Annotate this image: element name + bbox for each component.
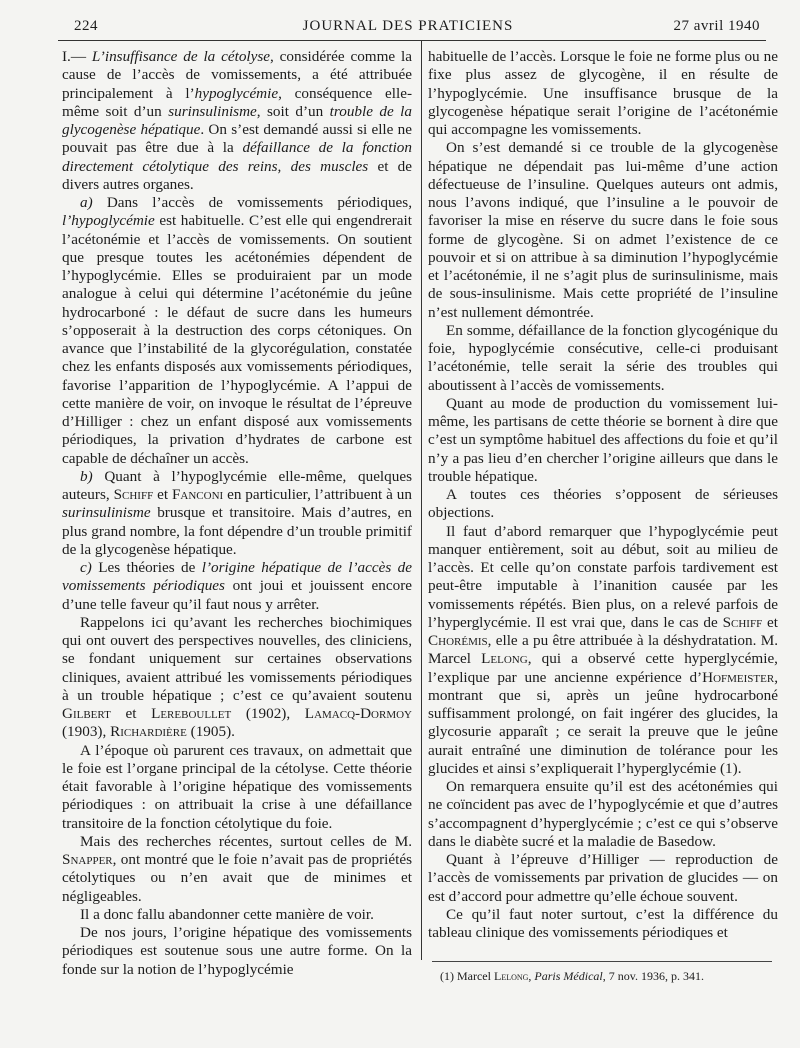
paragraph-p2: a) Dans l’accès de vomissements périodiques, l’hypoglycémie est habituelle. C’est elle qui engendrerait l’acétonémie et l’accès de vomissements. On soutient que presque toutes les acétonémies dépendent de l’hypoglycémie. Elles se produiraient par un mode analogue à celui qui détermine l’acétonémie du jeûne hydrocarboné : le défaut de sucre dans les humeurs s’opposerait à la destruction des corps cétoniques. On avance que l’instabilité de la glycorégulation, constatée chez les enfants disposés aux vomissements périodiques, favorise l’apparition de l’hypoglycémie. A l’appui de cette manière de voir, on invoque le résultat de l’épreuve d’Hilliger : chez un enfant disposé aux vomissements périodiques, la privation d’hydrates de carbone est capable de déchaîner un accès. bbox=[62, 194, 412, 467]
issue-date: 27 avril 1940 bbox=[673, 18, 760, 34]
paragraph-q2: On s’est demandé si ce trouble de la glycogenèse hépatique ne dépendait pas lui-même d’une action défectueuse de l’insuline. Quelques auteurs ont admis, nous l’avons indiqué, que l’insuline a le pouvoir de favoriser la mise en réserve du sucre dans le foie sous forme de glycogène. Si on admet l’existence de ce pouvoir et si on attribue à sa diminution l’hypoglycémie et l’acétonémie, il ne s’agit plus de surinsulinisme, mais de sous-insulinisme. Mais cette propriété de l’insuline n’est nullement démontrée. bbox=[428, 139, 778, 321]
header-rule bbox=[58, 40, 766, 41]
paragraph-p4: c) Les théories de l’origine hépatique de l’accès de vomissements périodiques ont joui et jouissent encore d’une telle faveur qu’il faut nous y arrêter. bbox=[62, 559, 412, 613]
paragraph-p3: b) Quant à l’hypoglycémie elle-même, quelques auteurs, Schiff et Fanconi en particulier, l’attribuent à un surinsulinisme brusque et transitoire. Mais d’autres, en plus grand nombre, la font dépendre d’un trouble primitif de la glycogenèse hépatique. bbox=[62, 467, 412, 558]
paragraph-p1: I.— L’insuffisance de la cétolyse, considérée comme la cause de l’accès de vomissements, a été attribuée principalement à l’hypoglycémie, conséquence elle-même soit d’un surinsulinisme, soit d’un trouble de la glycogenèse hépatique. On s’est demandé aussi si elle ne pouvait pas être due à la défaillance de la fonction directement cétolytique des reins, des muscles et de divers autres organes. bbox=[62, 48, 413, 193]
paragraph-p9: De nos jours, l’origine hépatique des vomissements périodiques est soutenue sous une autre forme. On la fonde sur la notion de l’hypoglycémie bbox=[62, 924, 412, 978]
paragraph-p5: Rappelons ici qu’avant les recherches biochimiques qui ont ouvert des perspectives nouvelles, des cliniciens, se fondant uniquement sur certaines observations cliniques, avaient attribué les vomissements périodiques à un trouble hépatique ; c’est ce qu’avaient soutenu Gilbert et Lereboullet (1902), Lamacq-Dormoy (1903), Richardière (1905). bbox=[62, 613, 412, 741]
paragraph-q4: Quant au mode de production du vomissement lui-même, les partisans de cette théorie se bornent à dire que c’est un symptôme habituel des affections du foie et qu’il n’y a pas lieu d’en chercher l’origine ailleurs que dans le trouble hépatique. bbox=[428, 394, 778, 485]
paragraph-q1: habituelle de l’accès. Lorsque le foie ne forme plus ou ne fixe plus assez de glycogène, il en résulte de l’hypoglycémie. Une insuffisance brusque de la glycogenèse hépatique serait l’origine de l’acétonémie qui accompagne les vomissements. bbox=[428, 48, 778, 138]
paragraph-p6: A l’époque où parurent ces travaux, on admettait que le foie est l’organe principal de la cétolyse. Cette théorie était favorable à l’origine hépatique des vomissements périodiques : on attribuait la crise à une défaillance transitoire de la fonction cétolytique du foie. bbox=[62, 741, 412, 832]
page-number: 224 bbox=[74, 18, 98, 34]
column-divider bbox=[421, 40, 422, 960]
journal-title: JOURNAL DES PRATICIENS bbox=[302, 18, 514, 34]
paragraph-q6: Il faut d’abord remarquer que l’hypoglycémie peut manquer entièrement, soit au début, soit au milieu de l’accès. Et celle qu’on constate parfois tardivement est peut-être imputable à l’inanition causée par les vomissements répétés. Bien plus, on a relevé parfois de l’hyperglycémie. Il est vrai que, dans le cas de Schiff et Chorémis, elle a pu être attribuée à la déshydratation. M. Marcel Lelong, qui a observé cette hyperglycémie, l’explique par une ancienne expérience d’Hofmeister, montrant que si, après un jeûne hydrocarboné suffisamment prolongé, on fait ingérer des glucides, la glycosurie apparaît ; ce serait la preuve que le jeûne aurait entraîné une diminution de tolérance pour les glucides et ainsi s’expliquerait l’hyperglycémie (1). bbox=[428, 522, 778, 777]
footnote-rule bbox=[432, 961, 772, 962]
running-header bbox=[56, 18, 760, 42]
paragraph-p7: Mais des recherches récentes, surtout celles de M. Snapper, ont montré que le foie n’avait pas de propriétés cétolytiques ou n’en avait que de minimes et négligeables. bbox=[62, 832, 412, 905]
footnote: (1) Marcel Lelong, Paris Médical, 7 nov. 1936, p. 341. bbox=[440, 969, 704, 983]
paragraph-q3: En somme, défaillance de la fonction glycogénique du foie, hypoglycémie consécutive, celle-ci produisant l’acétonémie, telle serait la série des troubles qui aboutissent à l’accès de vomissements. bbox=[428, 321, 778, 394]
paragraph-q7: On remarquera ensuite qu’il est des acétonémies qui ne coïncident pas avec de l’hypoglycémie et que d’autres s’accompagnent d’hyperglycémie ; c’est ce qui s’observe dans le diabète sucré et la maladie de Basedow. bbox=[428, 778, 778, 850]
right-column bbox=[428, 48, 778, 942]
paragraph-q9: Ce qu’il faut noter surtout, c’est la différence du tableau clinique des vomissements périodiques et bbox=[428, 905, 778, 941]
paragraph-q8: Quant à l’épreuve d’Hilliger — reproduction de l’accès de vomissements par privation de glucides — on est d’accord pour admettre qu’elle échoue souvent. bbox=[428, 851, 778, 905]
paragraph-p8: Il a donc fallu abandonner cette manière de voir. bbox=[80, 905, 374, 923]
left-column bbox=[62, 48, 412, 979]
paragraph-q5: A toutes ces théories s’opposent de sérieuses objections. bbox=[428, 486, 778, 522]
